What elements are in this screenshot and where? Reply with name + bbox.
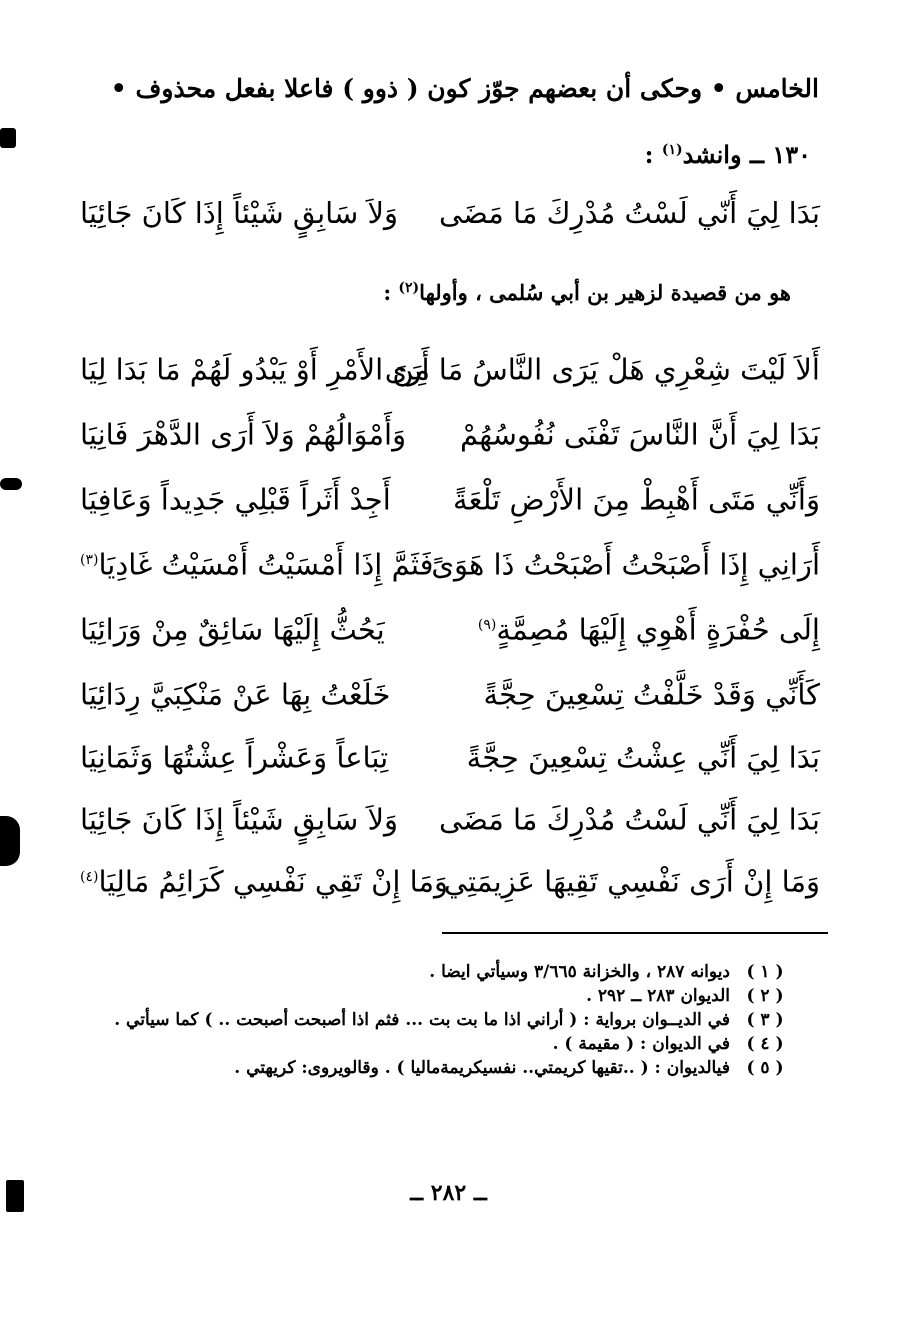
footnote-number: ( ٣ ): [746, 1010, 784, 1030]
hemistich-first: وَمَا إِنْ أَرَى نَفْسِي تَقِيهَا عَزِيمَتِي: [443, 864, 820, 899]
hemistich-first: بَدَا لِيَ أَنِّي لَسْتُ مُدْرِكَ مَا مَضَى: [438, 802, 820, 837]
footnote: [100, 1032, 800, 1056]
poem-verse: [80, 665, 820, 715]
verse-heading: [645, 140, 811, 169]
footnote-text: فيالديوان : ( ..تقيها كريمتي.. نفسيكريمةماليا ) . وقالويروى: كريهتي .: [234, 1058, 730, 1078]
footnote-text: الديوان ٢٨٣ ــ ٢٩٢ .: [586, 986, 730, 1006]
hemistich-first: أَرَانِي إِذَا أَصْبَحْتُ أَصْبَحْتُ ذَا هَوَىً: [431, 547, 820, 582]
intro-line: الخامس • وحكى أن بعضهم جوّز كون ( ذوو ) فاعلا بفعل محذوف •: [110, 74, 819, 103]
footnote-text: في الديــوان برواية : ( أراني اذا ما بت بت ... فثم اذا أصبحت أصبحت .. ) كما سيأتي .: [114, 1010, 730, 1030]
poem-verse: [80, 852, 820, 902]
footnote-number: ( ٥ ): [746, 1058, 784, 1078]
scan-mark: [0, 478, 22, 490]
hemistich-first: وَأَنِّي مَتَى أَهْبِطْ مِنَ الأَرْضِ تَلْعَةً: [453, 482, 820, 517]
hemistich-second: وَأَمْوَالُهُمْ وَلاَ أَرَى الدَّهْرَ فَانِيَا: [80, 417, 407, 452]
hemistich-second: وَمَا إِنْ تَقِي نَفْسِي كَرَائِمُ مَالِيَا$^{(٤)}$: [80, 864, 449, 899]
footnote-number: ( ٤ ): [746, 1034, 784, 1054]
note-footnote-ref: (٢): [398, 280, 420, 296]
poem-verse: [80, 535, 820, 585]
footnote: [100, 1056, 800, 1080]
hemistich-second: فَثَمَّ إِذَا أَمْسَيْتُ أَمْسَيْتُ غَادِيَا$^{(٣)}$: [80, 547, 434, 582]
scan-mark: [6, 1180, 24, 1212]
source-note: [383, 280, 791, 305]
footnote: [100, 984, 800, 1008]
hemistich-second: وَلاَ سَابِقٍ شَيْئاً إِذَا كَانَ جَائِيَا: [80, 802, 399, 837]
footnote-separator: [442, 932, 828, 934]
poem-verse: [80, 470, 820, 520]
note-text: هو من قصيدة لزهير بن أبي سُلمى ، وأولها: [419, 280, 791, 305]
hemistich-first: أَلاَ لَيْتَ شِعْرِي هَلْ يَرَى النَّاسُ مَا أَرَى: [384, 352, 820, 387]
heading-text: ١٣٠ ــ وانشد: [682, 140, 811, 169]
hemistich-first: كَأَنِّي وَقَدْ خَلَّفْتُ تِسْعِينَ حِجَّةً: [483, 677, 820, 712]
poem-verse: [80, 340, 820, 390]
hemistich-second: يَحُثُّ إِلَيْهَا سَائِقٌ مِنْ وَرَائِيَا: [80, 612, 385, 647]
footnote-text: ديوانه ٢٨٧ ، والخزانة ٣/٦٦٥ وسيأتي ايضا .: [429, 962, 730, 982]
footnote-text: في الديوان : ( مقيمة ) .: [552, 1034, 730, 1054]
poem-verse: [80, 405, 820, 455]
hemistich-second: خَلَعْتُ بِهَا عَنْ مَنْكِبَيَّ رِدَائِيَا: [80, 677, 391, 712]
hemistich-first: بَدَا لِيَ أَنَّ النَّاسَ تَفْنَى نُفُوسُهُمْ: [459, 417, 820, 452]
footnotes: [100, 960, 800, 1080]
poem-verse: [80, 728, 820, 778]
page-number: ــ ٢٨٢ ــ: [410, 1180, 487, 1206]
poem-verse: [80, 600, 820, 650]
heading-footnote-ref: (١): [661, 142, 683, 158]
quoted-verse: [80, 188, 820, 238]
hemistich-second: وَلاَ سَابِقٍ شَيْئاً إِذَا كَانَ جَائِيَا: [80, 196, 399, 230]
footnote: [100, 1008, 800, 1032]
scan-mark: [0, 128, 16, 148]
hemistich-second: تِبَاعاً وَعَشْراً عِشْتُهَا وَثَمَانِيَا: [80, 740, 389, 775]
footnote-number: ( ٢ ): [746, 986, 784, 1006]
hemistich-second: مِنَ الأَمْرِ أَوْ يَبْدُو لَهُمْ مَا بَدَا لِيَا: [80, 352, 431, 387]
hemistich-second: أَجِدْ أَثَراً قَبْلِي جَدِيداً وَعَافِيَا: [80, 482, 391, 517]
footnote-number: ( ١ ): [746, 962, 784, 982]
hemistich-first: بَدَا لِيَ أَنِّي عِشْتُ تِسْعِينَ حِجَّةً: [466, 740, 820, 775]
footnote: [100, 960, 800, 984]
scan-mark: [0, 816, 20, 866]
note-colon: :: [383, 280, 399, 305]
heading-colon: :: [644, 140, 662, 169]
hemistich-first: بَدَا لِيَ أَنّي لَسْتُ مُدْرِكَ مَا مَضَى: [438, 196, 820, 230]
hemistich-first: إِلَى حُفْرَةٍ أَهْوِي إِلَيْهَا مُصِمَّةٍ$^{(٩)}$: [477, 612, 820, 647]
poem-verse: [80, 790, 820, 840]
